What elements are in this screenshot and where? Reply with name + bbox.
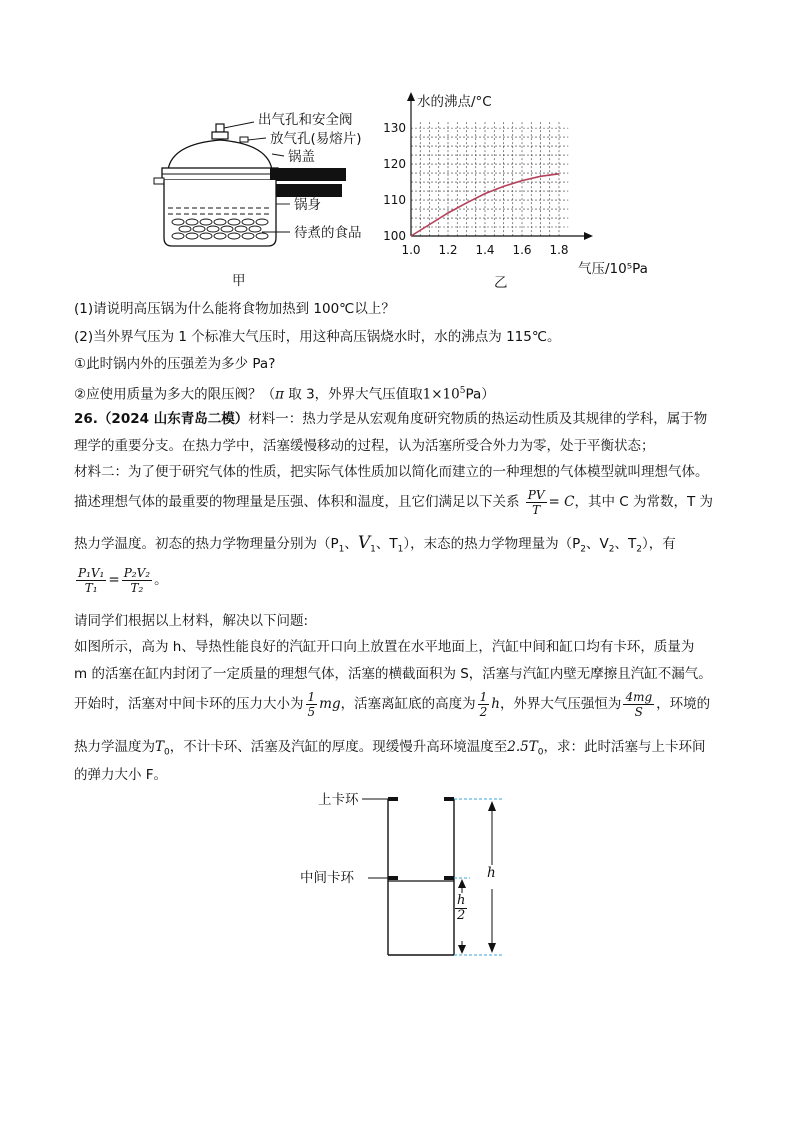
chart-grid [411,122,568,236]
q25-part1: (1)请说明高压锅为什么能将食物加热到 100℃以上？ [74,301,395,317]
q26-line4 [74,484,713,520]
x-tick-label: 1.0 [401,243,421,257]
x-tick-label: 1.6 [512,243,532,257]
label-food: 待煮的食品 [294,225,362,241]
q26-m2b-eq: = C [548,494,575,510]
rhs-fraction: $\frac{\text{P₂V₂}}{\text{T₂}}$ [123,565,151,595]
q26-s2: m 的活塞在缸内封闭了一定质量的理想气体，活塞的横截面积为 S，活塞与汽缸内壁无摩擦且汽缸不漏气。 [74,666,712,682]
label-middle-ring: 中间卡环 [300,870,354,886]
q26-m2c1: 热力学温度。初态的热力学物理量分别为（P [74,536,339,552]
boiling-point-chart [365,88,655,288]
q26-line2: 理学的重要分支。在热力学中，活塞缓慢移动的过程，认为活塞所受合外力为零，处于平衡状态； [74,438,655,454]
y-tick-label: 100 [383,229,406,243]
one-half-fraction: $\frac{1}{2}$ [479,689,488,719]
q25-part3: ①此时锅内外的压强差为多少 Pa? [74,356,276,372]
x-tick-label: 1.8 [549,243,569,257]
y-axis-arrow [407,92,415,101]
caption-jia: 甲 [232,273,246,289]
q26-line1 [74,410,707,428]
q26-source: （2024 山东青岛二模） [97,411,249,427]
q25-pi: π [275,386,284,403]
chart-xlabel: 气压/10⁵Pa [578,261,648,277]
label-body: 锅身 [294,197,321,213]
q26-s5: 的弹力大小 F。 [74,767,168,783]
label-top-ring: 上卡环 [318,792,359,808]
y-tick-label: 130 [383,121,406,136]
gas-law-equation: $\frac{\text{P₁V₁}}{\text{T₁}}$ = $\frac{\text{P₂V₂}}{\text{T₂}}$ 。 [78,565,168,595]
q25-part4-b: 取 3，外界大气压值取 [283,386,423,403]
q26-number: 26. [74,411,98,427]
lhs-fraction: $\frac{\text{P₁V₁}}{\text{T₁}}$ [78,565,105,595]
label-lid: 锅盖 [288,149,315,165]
four-mg-over-s-fraction: $\frac{4mg}{S}$ [625,689,653,719]
x-tick-label: 1.2 [438,243,458,257]
q25-part2: (2)当外界气压为 1 个标准大气压时，用这种高压锅烧水时，水的沸点为 115℃。 [74,329,561,345]
one-fifth-fraction: $\frac{1}{5}$ [307,689,316,719]
q26-s4: 热力学温度为$T_0$，不计卡环、活塞及汽缸的厚度。现缓慢升高环境温度至$2.5T_0$，求：此时活塞与上卡环间 [74,739,706,758]
y-tick-label: 120 [383,157,406,172]
q26-line3: 材料二：为了便于研究气体的性质，把实际气体性质加以简化而建立的一种理想的气体模型就叫理想气体。 [74,464,709,480]
caption-yi: 乙 [494,275,508,291]
q26-m2b1: 描述理想气体的最重要的物理量是压强、体积和温度，且它们满足以下关系 [74,494,520,510]
q25-part4-a: ②应使用质量为多大的限压阀？（ [74,386,276,403]
pv-over-t-fraction: $\frac{PV}{T}$ [527,487,545,517]
chart-ylabel: 水的沸点/°C [417,94,492,110]
label-vent-valve: 出气孔和安全阀 [258,112,353,128]
q26-s1: 如图所示，高为 h、导热性能良好的汽缸开口向上放置在水平地面上，汽缸中间和缸口均有卡环，质量为 [74,639,695,655]
x-axis-arrow [584,232,593,240]
q26-m2b2: ，其中 C 为常数，T 为 [574,494,714,510]
q25-part4-d: Pa） [465,386,495,403]
q25-part4-c: 1×10 [422,386,460,403]
x-tick-label: 1.4 [475,243,495,257]
q26-ask: 请同学们根据以上材料，解决以下问题: [74,613,309,629]
q26-m1a: 材料一：热力学是从宏观角度研究物质的热运动性质及其规律的学科，属于物 [248,411,708,427]
y-tick-label: 110 [383,193,406,208]
q26-s3: 开始时，活塞对中间卡环的压力大小为 $\frac{1}{5}$ mg，活塞离缸底的高度为 $\frac{1}{2}$ h，外界大气压强恒为 $\frac{4mg}{S}$ ，环境的 [74,689,711,719]
label-h-half: $\frac{h}{2}$ [457,893,466,923]
label-h: h [487,865,496,881]
label-release-hole: 放气孔(易熔片) [270,131,362,147]
q25-part4 [74,382,495,404]
q25-part4-sup: 5 [459,386,466,396]
q26-line5: 热力学温度。初态的热力学物理量分别为（$P_1$、$V_1$、$T_1$），末态的热力学物理量为（$P_2$、$V_2$、$T_2$），有 [74,533,676,555]
